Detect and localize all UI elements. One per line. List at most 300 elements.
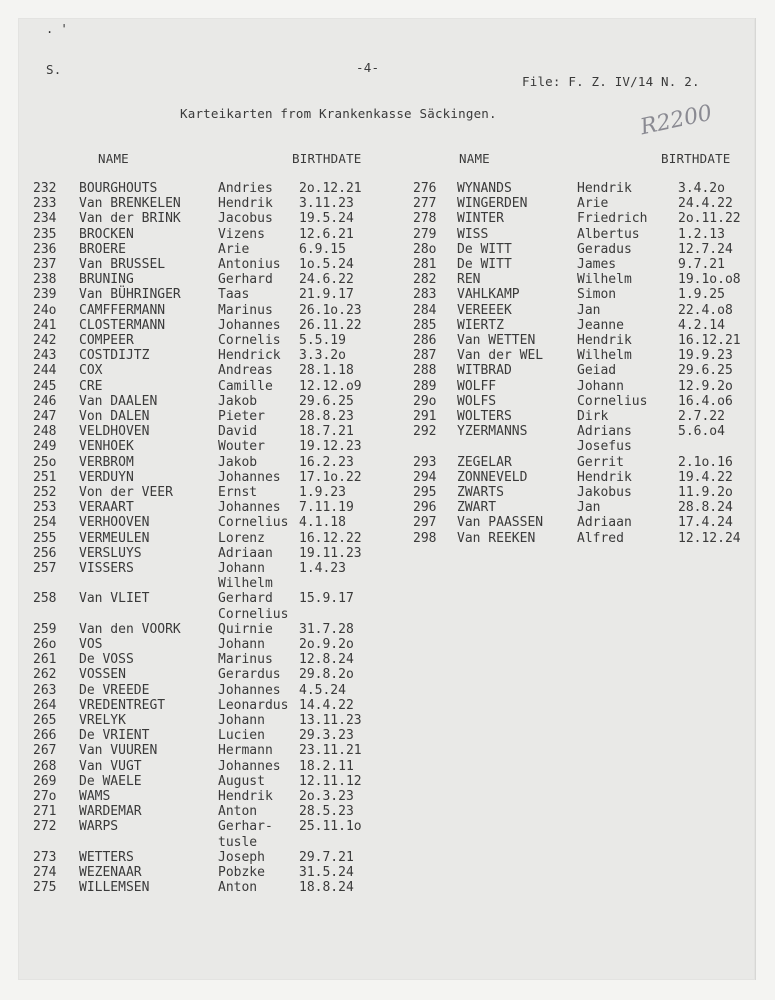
first-name: Johannes <box>218 317 281 333</box>
table-row <box>33 804 393 819</box>
table-row <box>413 333 758 348</box>
table-row <box>413 348 758 363</box>
first-name: Andreas <box>218 363 273 379</box>
birthdate: 6.9.15 <box>299 241 346 257</box>
first-name: Arie <box>218 241 250 257</box>
birthdate: 12.7.24 <box>678 241 733 257</box>
surname: Van VLIET <box>79 591 150 607</box>
surname: VOSSEN <box>79 667 126 683</box>
surname: De VOSS <box>79 652 134 668</box>
left-name-header: NAME <box>98 151 129 166</box>
table-row <box>33 515 393 530</box>
table-row <box>33 424 393 439</box>
birthdate: 12.8.24 <box>299 652 354 668</box>
surname: WEZENAAR <box>79 865 142 880</box>
birthdate: 17.1o.22 <box>299 469 362 485</box>
birthdate: 12.11.12 <box>299 773 362 789</box>
birthdate: 29.3.23 <box>299 728 354 744</box>
table-row <box>33 439 393 454</box>
table-row <box>33 196 393 211</box>
entry-number: 25o <box>33 454 57 470</box>
surname: VREDENTREGT <box>79 697 166 713</box>
surname: ZEGELAR <box>457 454 512 470</box>
entry-number: 291 <box>413 409 437 424</box>
first-name: Ernst <box>218 485 258 500</box>
table-row <box>33 728 393 743</box>
surname: CLOSTERMANN <box>79 317 166 333</box>
table-row <box>33 607 393 622</box>
birthdate: 5.5.19 <box>299 333 346 348</box>
birthdate: 16.4.o6 <box>678 393 733 409</box>
first-name: Marinus <box>218 652 273 668</box>
first-name: Wilhelm <box>577 272 632 288</box>
birthdate: 15.9.17 <box>299 591 354 607</box>
birthdate: 19.1o.o8 <box>678 272 741 288</box>
table-row <box>413 303 758 318</box>
first-name: Cornelius <box>577 393 648 409</box>
entry-number: 263 <box>33 682 57 698</box>
table-row <box>413 287 758 302</box>
birthdate: 17.4.24 <box>678 515 733 531</box>
entry-number: 239 <box>33 287 57 303</box>
first-name: Antonius <box>218 257 281 272</box>
birthdate: 4.2.14 <box>678 317 725 333</box>
table-row <box>33 379 393 394</box>
first-name: Cornelius <box>218 515 289 531</box>
entry-number: 238 <box>33 272 57 288</box>
birthdate: 2o.12.21 <box>299 181 362 196</box>
left-mark: S. <box>46 62 62 77</box>
birthdate: 26.1o.23 <box>299 302 362 318</box>
birthdate: 28.8.23 <box>299 409 354 424</box>
surname: COSTDIJTZ <box>79 348 150 364</box>
first-name: Hendrik <box>218 196 273 212</box>
birthdate: 23.11.21 <box>299 743 362 759</box>
entry-number: 235 <box>33 226 57 242</box>
first-name: Johann <box>218 637 265 652</box>
entry-number: 243 <box>33 348 57 364</box>
birthdate: 2.7.22 <box>678 409 725 424</box>
birthdate: 1.9.23 <box>299 485 346 500</box>
entry-number: 277 <box>413 196 437 212</box>
first-name: Gerrit <box>577 454 624 470</box>
first-name: Quirnie <box>218 621 273 637</box>
page-title: Karteikarten from Krankenkasse Säckingen. <box>180 106 497 121</box>
first-name: Geiad <box>577 363 617 379</box>
first-name: Johannes <box>218 500 281 516</box>
entry-number: 293 <box>413 454 437 470</box>
table-row <box>33 257 393 272</box>
surname: WYNANDS <box>457 181 512 196</box>
surname: VERAART <box>79 500 134 516</box>
first-name: Marinus <box>218 302 273 318</box>
surname: Van PAASSEN <box>457 515 544 531</box>
file-reference: File: F. Z. IV/14 N. 2. <box>522 74 700 89</box>
entry-number: 262 <box>33 667 57 683</box>
birthdate: 26.11.22 <box>299 317 362 333</box>
entry-number: 244 <box>33 363 57 379</box>
entry-number: 278 <box>413 211 437 227</box>
surname: Van der WEL <box>457 348 544 364</box>
table-row <box>33 409 393 424</box>
first-name: Josefus <box>577 439 632 455</box>
table-row <box>33 470 393 485</box>
entry-number: 294 <box>413 469 437 485</box>
corner-marks: . ' <box>46 22 68 36</box>
entry-number: 259 <box>33 621 57 637</box>
table-row <box>33 394 393 409</box>
table-row <box>33 303 393 318</box>
handwritten-annotation: R2200 <box>638 100 715 141</box>
birthdate: 22.4.o8 <box>678 302 733 318</box>
birthdate: 12.12.o9 <box>299 378 362 394</box>
entry-number: 252 <box>33 485 57 500</box>
entry-number: 24o <box>33 302 57 318</box>
first-name: Johann <box>577 378 624 394</box>
entry-number: 255 <box>33 530 57 546</box>
birthdate: 19.11.23 <box>299 545 362 561</box>
entry-number: 246 <box>33 393 57 409</box>
first-name: Hendrik <box>218 789 273 804</box>
surname: Van der BRINK <box>79 211 181 227</box>
birthdate: 24.6.22 <box>299 272 354 288</box>
table-row <box>413 485 758 500</box>
birthdate: 31.7.28 <box>299 621 354 637</box>
table-row <box>413 455 758 470</box>
surname: Van BRUSSEL <box>79 257 166 272</box>
birthdate: 13.11.23 <box>299 713 362 728</box>
table-row <box>413 196 758 211</box>
table-row <box>413 531 758 546</box>
entry-number: 286 <box>413 333 437 348</box>
entry-number: 295 <box>413 485 437 500</box>
surname: VOS <box>79 637 103 652</box>
first-name: Andries <box>218 181 273 196</box>
surname: VENHOEK <box>79 439 134 455</box>
surname: BROERE <box>79 241 126 257</box>
table-row <box>33 211 393 226</box>
first-name: Jacobus <box>218 211 273 227</box>
surname: WOLTERS <box>457 409 512 424</box>
table-row <box>33 713 393 728</box>
surname: Van DAALEN <box>79 393 158 409</box>
entry-number: 26o <box>33 637 57 652</box>
surname: WOLFF <box>457 378 497 394</box>
surname: CRE <box>79 378 103 394</box>
birthdate: 29.7.21 <box>299 849 354 865</box>
first-name: Wouter <box>218 439 265 455</box>
entry-number: 264 <box>33 697 57 713</box>
surname: YZERMANNS <box>457 424 528 440</box>
birthdate: 7.11.19 <box>299 500 354 516</box>
birthdate: 12.9.2o <box>678 378 733 394</box>
entry-number: 233 <box>33 196 57 212</box>
surname: Van den VOORK <box>79 621 181 637</box>
entry-number: 272 <box>33 819 57 835</box>
table-row <box>33 531 393 546</box>
first-name: Cornelius <box>218 606 289 622</box>
surname: Van VUGT <box>79 758 142 774</box>
table-row <box>33 819 393 834</box>
first-name: Adriaan <box>577 515 632 531</box>
first-name: Pobzke <box>218 865 265 880</box>
birthdate: 28.8.24 <box>678 500 733 516</box>
entry-number: 288 <box>413 363 437 379</box>
first-name: Hendrick <box>218 348 281 364</box>
birthdate: 2o.9.2o <box>299 637 354 652</box>
table-row <box>33 333 393 348</box>
birthdate: 3.3.2o <box>299 348 346 364</box>
birthdate: 19.5.24 <box>299 211 354 227</box>
first-name: Hendrik <box>577 469 632 485</box>
birthdate: 11.9.2o <box>678 485 733 500</box>
surname: VERDUYN <box>79 469 134 485</box>
table-row <box>413 470 758 485</box>
table-row <box>413 211 758 226</box>
surname: BRUNING <box>79 272 134 288</box>
entry-number: 28o <box>413 241 437 257</box>
entry-number: 267 <box>33 743 57 759</box>
surname: WAMS <box>79 789 111 804</box>
surname: ZWART <box>457 500 497 516</box>
page-number: -4- <box>356 60 380 75</box>
surname: WINTER <box>457 211 504 227</box>
first-name: Jakob <box>218 454 258 470</box>
right-name-header: NAME <box>459 151 490 166</box>
table-row <box>413 363 758 378</box>
table-row <box>413 500 758 515</box>
first-name: James <box>577 257 617 272</box>
first-name: Cornelis <box>218 333 281 348</box>
entry-number: 254 <box>33 515 57 531</box>
table-row <box>33 880 393 895</box>
birthdate: 2.1o.16 <box>678 454 733 470</box>
birthdate: 18.2.11 <box>299 758 354 774</box>
surname: WARPS <box>79 819 119 835</box>
table-row <box>33 318 393 333</box>
first-name: Lorenz <box>218 530 265 546</box>
birthdate: 25.11.1o <box>299 819 362 835</box>
table-row <box>413 257 758 272</box>
table-row <box>413 409 758 424</box>
table-row <box>33 500 393 515</box>
first-name: Alfred <box>577 530 624 546</box>
first-name: Dirk <box>577 409 609 424</box>
first-name: Friedrich <box>577 211 648 227</box>
entry-number: 284 <box>413 302 437 318</box>
table-row <box>413 424 758 439</box>
surname: Von DALEN <box>79 409 150 424</box>
surname: De WAELE <box>79 773 142 789</box>
entry-number: 279 <box>413 226 437 242</box>
table-row <box>33 683 393 698</box>
surname: WITBRAD <box>457 363 512 379</box>
first-name: David <box>218 424 258 440</box>
table-row <box>33 485 393 500</box>
birthdate: 5.6.o4 <box>678 424 725 440</box>
entry-number: 281 <box>413 257 437 272</box>
surname: Von der VEER <box>79 485 173 500</box>
surname: REN <box>457 272 481 288</box>
right-birthdate-header: BIRTHDATE <box>661 151 731 166</box>
birthdate: 28.5.23 <box>299 804 354 820</box>
entry-number: 29o <box>413 393 437 409</box>
first-name: August <box>218 773 265 789</box>
table-row <box>413 318 758 333</box>
surname: CAMFFERMANN <box>79 302 166 318</box>
birthdate: 3.11.23 <box>299 196 354 212</box>
table-row <box>33 774 393 789</box>
first-name: Taas <box>218 287 250 303</box>
first-name: Johannes <box>218 682 281 698</box>
entry-number: 253 <box>33 500 57 516</box>
surname: VRELYK <box>79 713 126 728</box>
surname: VAHLKAMP <box>457 287 520 303</box>
birthdate: 29.6.25 <box>299 393 354 409</box>
surname: WILLEMSEN <box>79 880 150 896</box>
surname: BROCKEN <box>79 226 134 242</box>
first-name: Johann <box>218 713 265 728</box>
surname: VERHOOVEN <box>79 515 150 531</box>
birthdate: 1.9.25 <box>678 287 725 303</box>
entry-number: 276 <box>413 181 437 196</box>
surname: COX <box>79 363 103 379</box>
entry-number: 261 <box>33 652 57 668</box>
first-name: Camille <box>218 378 273 394</box>
birthdate: 19.12.23 <box>299 439 362 455</box>
first-name: Johann <box>218 561 265 576</box>
first-name: Johannes <box>218 758 281 774</box>
birthdate: 1.4.23 <box>299 561 346 576</box>
surname: WINGERDEN <box>457 196 528 212</box>
first-name: Jakob <box>218 393 258 409</box>
entry-number: 258 <box>33 591 57 607</box>
surname: VELDHOVEN <box>79 424 150 440</box>
entry-number: 283 <box>413 287 437 303</box>
table-row <box>33 561 393 576</box>
table-row <box>33 227 393 242</box>
entry-number: 285 <box>413 317 437 333</box>
first-name: Wilhelm <box>218 576 273 592</box>
first-name: Jan <box>577 302 601 318</box>
first-name: Lucien <box>218 728 265 744</box>
table-row <box>33 576 393 591</box>
first-name: Jeanne <box>577 317 624 333</box>
first-name: Albertus <box>577 226 640 242</box>
birthdate: 1o.5.24 <box>299 257 354 272</box>
birthdate: 24.4.22 <box>678 196 733 212</box>
first-name: Jan <box>577 500 601 516</box>
table-row <box>33 835 393 850</box>
table-row <box>33 622 393 637</box>
table-row <box>33 242 393 257</box>
first-name: Johannes <box>218 469 281 485</box>
table-row <box>33 759 393 774</box>
table-row <box>33 455 393 470</box>
birthdate: 12.12.24 <box>678 530 741 546</box>
entry-number: 241 <box>33 317 57 333</box>
table-row <box>33 637 393 652</box>
surname: WIERTZ <box>457 317 504 333</box>
birthdate: 9.7.21 <box>678 257 725 272</box>
entry-number: 275 <box>33 880 57 896</box>
entry-number: 232 <box>33 181 57 196</box>
first-name: Adrians <box>577 424 632 440</box>
birthdate: 1.2.13 <box>678 226 725 242</box>
first-name: Adriaan <box>218 545 273 561</box>
entry-number: 298 <box>413 530 437 546</box>
birthdate: 4.1.18 <box>299 515 346 531</box>
table-row <box>33 287 393 302</box>
entry-number: 27o <box>33 789 57 804</box>
surname: De WITT <box>457 241 512 257</box>
entry-number: 257 <box>33 561 57 576</box>
table-row <box>413 439 758 454</box>
entry-number: 248 <box>33 424 57 440</box>
table-row <box>413 394 758 409</box>
table-row <box>33 789 393 804</box>
table-row <box>33 865 393 880</box>
table-row <box>33 272 393 287</box>
birthdate: 3.4.2o <box>678 181 725 196</box>
surname: VERSLUYS <box>79 545 142 561</box>
surname: BOURGHOUTS <box>79 181 158 196</box>
surname: De VREEDE <box>79 682 150 698</box>
first-name: Gerhard <box>218 272 273 288</box>
first-name: Gerardus <box>218 667 281 683</box>
surname: VERMEULEN <box>79 530 150 546</box>
birthdate: 19.9.23 <box>678 348 733 364</box>
birthdate: 14.4.22 <box>299 697 354 713</box>
surname: Van BÜHRINGER <box>79 287 181 303</box>
birthdate: 4.5.24 <box>299 682 346 698</box>
entry-number: 266 <box>33 728 57 744</box>
surname: WOLFS <box>457 393 497 409</box>
entry-number: 296 <box>413 500 437 516</box>
entry-number: 256 <box>33 545 57 561</box>
first-name: tusle <box>218 834 258 850</box>
surname: De VRIENT <box>79 728 150 744</box>
table-row <box>33 667 393 682</box>
birthdate: 28.1.18 <box>299 363 354 379</box>
entry-number: 287 <box>413 348 437 364</box>
surname: ZWARTS <box>457 485 504 500</box>
entry-number: 236 <box>33 241 57 257</box>
entry-number: 247 <box>33 409 57 424</box>
surname: VEREEEK <box>457 302 512 318</box>
entry-number: 242 <box>33 333 57 348</box>
surname: COMPEER <box>79 333 134 348</box>
birthdate: 29.6.25 <box>678 363 733 379</box>
birthdate: 16.12.21 <box>678 333 741 348</box>
first-name: Gerhard <box>218 591 273 607</box>
first-name: Joseph <box>218 849 265 865</box>
first-name: Anton <box>218 880 258 896</box>
table-row <box>33 348 393 363</box>
first-name: Pieter <box>218 409 265 424</box>
birthdate: 16.12.22 <box>299 530 362 546</box>
birthdate: 18.8.24 <box>299 880 354 896</box>
first-name: Wilhelm <box>577 348 632 364</box>
entry-number: 271 <box>33 804 57 820</box>
table-row <box>413 227 758 242</box>
table-row <box>33 743 393 758</box>
first-name: Arie <box>577 196 609 212</box>
entry-number: 282 <box>413 272 437 288</box>
table-row <box>33 591 393 606</box>
first-name: Hendrik <box>577 181 632 196</box>
table-row <box>33 652 393 667</box>
